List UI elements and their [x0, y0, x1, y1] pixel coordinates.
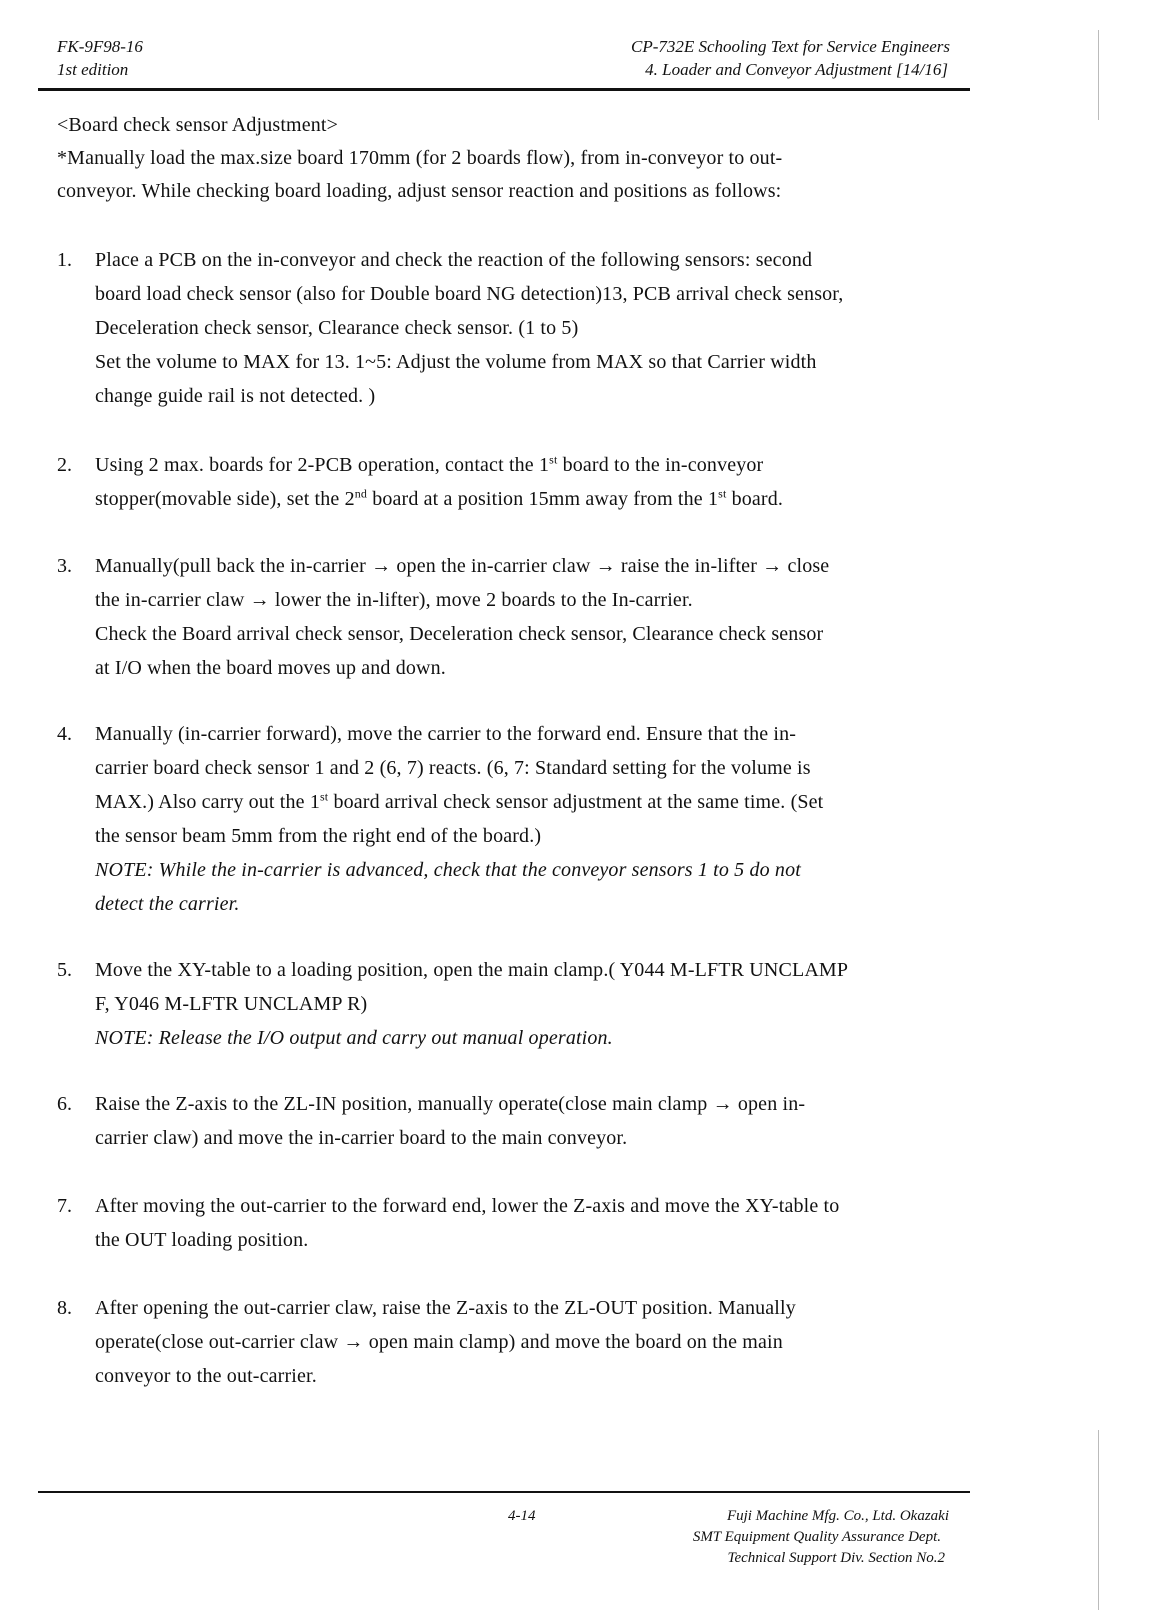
text-segment: conveyor to the out-carrier.	[95, 1365, 317, 1387]
step-line	[95, 656, 446, 680]
text-segment: Manually (in-carrier forward), move the carrier to the forward end. Ensure that the in-	[95, 723, 797, 745]
step-number: 4.	[57, 723, 72, 745]
text-segment: carrier claw) and move the in-carrier board to the main conveyor.	[95, 1127, 628, 1149]
section-title: 4. Loader and Conveyor Adjustment [14/16]	[645, 60, 948, 79]
edition: 1st edition	[57, 60, 129, 79]
step-number: 6.	[57, 1093, 72, 1115]
intro-line	[57, 179, 781, 203]
step-line	[95, 316, 578, 340]
text-segment: Move the XY-table to a loading position, open the main clamp.( Y044 M-LFTR UNCLAMP	[95, 959, 849, 981]
step-line	[95, 722, 796, 746]
step-line	[95, 1330, 783, 1354]
note-line: detect the carrier.	[95, 893, 240, 915]
text-segment: board load check sensor (also for Double board NG detection)13, PCB arrival check sensor,	[95, 283, 844, 305]
text-segment: Check the Board arrival check sensor, Deceleration check sensor, Clearance check sensor	[95, 623, 824, 645]
step-line	[95, 1126, 627, 1150]
page-number: 4-14	[508, 1508, 536, 1524]
intro-line	[57, 146, 782, 170]
note-line: NOTE: Release the I/O output and carry out manual operation.	[95, 1027, 613, 1049]
text-segment: carrier board check sensor 1 and 2 (6, 7) reacts. (6, 7: Standard setting for the volume is	[95, 757, 811, 779]
text-segment: operate(close out-carrier claw → open main clamp) and move the board on the main	[95, 1331, 783, 1353]
step-line	[95, 1194, 839, 1218]
step-number: 2.	[57, 454, 72, 476]
footer-company: Fuji Machine Mfg. Co., Ltd. Okazaki	[726, 1508, 949, 1524]
text-segment: F, Y046 M-LFTR UNCLAMP R)	[95, 993, 368, 1015]
step-line	[95, 958, 848, 982]
ordinal-suffix: st	[718, 486, 727, 501]
step-line	[95, 453, 763, 477]
text-segment: board.	[726, 488, 784, 510]
text-segment: the OUT loading position.	[95, 1229, 309, 1251]
section-heading: <Board check sensor Adjustment>	[57, 114, 339, 136]
text-segment: board arrival check sensor adjustment at the same time. (Set	[328, 791, 824, 813]
step-line	[95, 824, 541, 848]
text-segment: conveyor. While checking board loading, adjust sensor reaction and positions as follows:	[57, 180, 782, 202]
text-segment: board at a position 15mm away from the 1	[367, 488, 719, 510]
header-rule	[38, 88, 970, 91]
step-number: 8.	[57, 1297, 72, 1319]
text-segment: the sensor beam 5mm from the right end of the board.)	[95, 825, 542, 847]
step-line	[95, 1296, 796, 1320]
text-segment: *Manually load the max.size board 170mm (for 2 boards flow), from in-conveyor to out-	[57, 147, 783, 169]
text-segment: Using 2 max. boards for 2-PCB operation, contact the 1	[95, 454, 550, 476]
text-segment: Deceleration check sensor, Clearance check sensor. (1 to 5)	[95, 317, 579, 339]
step-line	[95, 622, 823, 646]
text-segment: change guide rail is not detected. )	[95, 385, 376, 407]
ordinal-suffix: st	[319, 789, 329, 804]
text-segment: MAX.) Also carry out the 1	[95, 791, 320, 813]
footer-rule	[38, 1491, 970, 1493]
text-segment: stopper(movable side), set the 2	[95, 488, 355, 510]
step-number: 3.	[57, 555, 72, 577]
text-segment: After opening the out-carrier claw, raise the Z-axis to the ZL-OUT position. Manually	[95, 1297, 796, 1319]
text-segment: the in-carrier claw → lower the in-lifter), move 2 boards to the In-carrier.	[95, 589, 693, 611]
step-line	[95, 588, 693, 612]
ordinal-suffix: nd	[354, 486, 368, 501]
text-segment: Raise the Z-axis to the ZL-IN position, manually operate(close main clamp → open in-	[95, 1093, 806, 1115]
step-line	[95, 350, 817, 374]
text-segment: at I/O when the board moves up and down.	[95, 657, 446, 679]
doc-title: CP-732E Schooling Text for Service Engineers	[630, 37, 950, 56]
step-line	[95, 487, 783, 511]
ordinal-suffix: st	[549, 452, 558, 467]
step-line	[95, 554, 829, 578]
doc-code: FK-9F98-16	[57, 37, 143, 56]
note-line: NOTE: While the in-carrier is advanced, check that the conveyor sensors 1 to 5 do not	[95, 859, 801, 881]
text-segment: Set the volume to MAX for 13. 1~5: Adjust the volume from MAX so that Carrier width	[95, 351, 817, 373]
step-line	[95, 384, 375, 408]
step-line	[95, 1364, 317, 1388]
page-edge	[1098, 30, 1099, 120]
step-number: 5.	[57, 959, 72, 981]
text-segment: Place a PCB on the in-conveyor and check the reaction of the following sensors: second	[95, 249, 813, 271]
page-edge	[1098, 1430, 1099, 1610]
step-line	[95, 992, 367, 1016]
step-number: 1.	[57, 249, 72, 271]
text-segment: After moving the out-carrier to the forward end, lower the Z-axis and move the XY-table to	[95, 1195, 840, 1217]
step-line	[95, 282, 843, 306]
footer-division: Technical Support Div. Section No.2	[727, 1550, 945, 1566]
step-line	[95, 790, 823, 814]
text-segment: board to the in-conveyor	[557, 454, 764, 476]
step-line	[95, 248, 812, 272]
text-segment: Manually(pull back the in-carrier → open the in-carrier claw → raise the in-lifter → close	[95, 555, 830, 577]
step-line	[95, 1092, 805, 1116]
footer-dept: SMT Equipment Quality Assurance Dept.	[692, 1529, 941, 1545]
step-line	[95, 756, 811, 780]
step-number: 7.	[57, 1195, 72, 1217]
step-line	[95, 1228, 308, 1252]
